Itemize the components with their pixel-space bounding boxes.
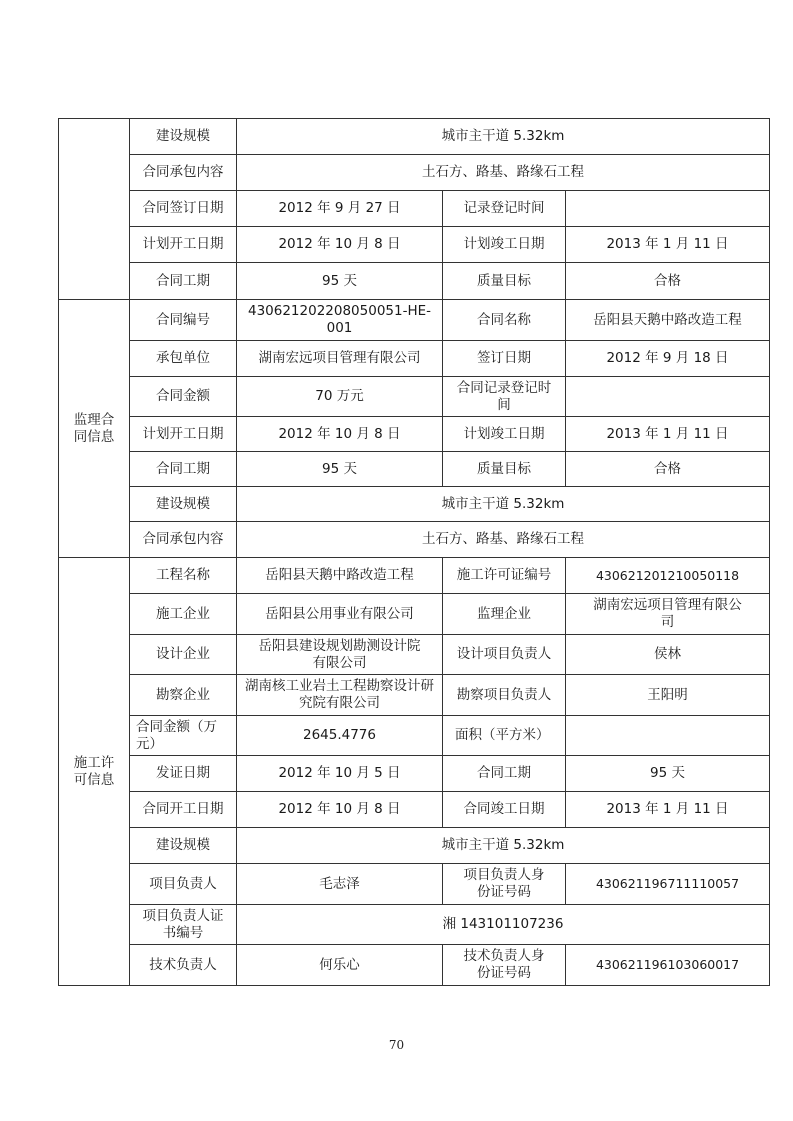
field-label: 合同记录登记时间 xyxy=(443,377,566,417)
field-value: 2012 年 10 月 8 日 xyxy=(237,792,443,828)
field-value: 合格 xyxy=(566,452,770,487)
field-value: 城市主干道 5.32km xyxy=(237,828,770,864)
section-cell-construction xyxy=(59,119,130,300)
field-label: 计划竣工日期 xyxy=(443,417,566,452)
field-value: 430621202208050051-HE-001 xyxy=(237,300,443,341)
table-row xyxy=(59,716,770,756)
field-value: 2645.4776 xyxy=(237,716,443,756)
field-value: 430621196103060017 xyxy=(566,945,770,986)
field-value: 岳阳县天鹅中路改造工程 xyxy=(566,300,770,341)
table-row xyxy=(59,558,770,594)
field-value: 430621201210050118 xyxy=(566,558,770,594)
field-value: 城市主干道 5.32km xyxy=(237,119,770,155)
table-row xyxy=(59,227,770,263)
table-row xyxy=(59,263,770,300)
table-row xyxy=(59,191,770,227)
field-value: 2012 年 10 月 8 日 xyxy=(237,227,443,263)
field-value: 王阳明 xyxy=(566,675,770,716)
table-row xyxy=(59,905,770,945)
table-row xyxy=(59,945,770,986)
table-row xyxy=(59,864,770,905)
field-label: 质量目标 xyxy=(443,452,566,487)
field-label: 监理企业 xyxy=(443,594,566,635)
field-value: 湖南宏远项目管理有限公司 xyxy=(237,341,443,377)
field-label: 发证日期 xyxy=(130,756,237,792)
table-row xyxy=(59,594,770,635)
field-label: 签订日期 xyxy=(443,341,566,377)
field-label: 计划竣工日期 xyxy=(443,227,566,263)
field-label: 项目负责人身份证号码 xyxy=(443,864,566,905)
info-table xyxy=(58,118,770,986)
field-value: 岳阳县天鹅中路改造工程 xyxy=(237,558,443,594)
table-row xyxy=(59,377,770,417)
field-value: 430621196711110057 xyxy=(566,864,770,905)
field-label: 合同承包内容 xyxy=(130,522,237,558)
page-number: 70 xyxy=(388,1038,405,1052)
field-label: 面积（平方米） xyxy=(443,716,566,756)
field-value: 2012 年 9 月 18 日 xyxy=(566,341,770,377)
field-value: 95 天 xyxy=(237,263,443,300)
field-label: 合同工期 xyxy=(443,756,566,792)
field-label: 合同签订日期 xyxy=(130,191,237,227)
field-value: 土石方、路基、路缘石工程 xyxy=(237,155,770,191)
table-row xyxy=(59,417,770,452)
field-label: 合同工期 xyxy=(130,452,237,487)
field-value: 70 万元 xyxy=(237,377,443,417)
table-row xyxy=(59,675,770,716)
section-title-supervision xyxy=(59,300,130,558)
field-label: 建设规模 xyxy=(130,828,237,864)
field-label: 计划开工日期 xyxy=(130,227,237,263)
field-label: 勘察企业 xyxy=(130,675,237,716)
field-label: 计划开工日期 xyxy=(130,417,237,452)
field-value xyxy=(566,191,770,227)
field-value: 湖南宏远项目管理有限公司 xyxy=(566,594,770,635)
field-label: 合同竣工日期 xyxy=(443,792,566,828)
field-label: 承包单位 xyxy=(130,341,237,377)
table-row xyxy=(59,119,770,155)
field-value: 合格 xyxy=(566,263,770,300)
field-label: 合同金额 xyxy=(130,377,237,417)
table-row xyxy=(59,300,770,341)
field-label: 合同编号 xyxy=(130,300,237,341)
section-title-text: 施工许可信息 xyxy=(73,754,115,788)
table-row xyxy=(59,828,770,864)
field-label: 技术负责人 xyxy=(130,945,237,986)
field-value: 95 天 xyxy=(566,756,770,792)
field-label: 质量目标 xyxy=(443,263,566,300)
section-title-permit xyxy=(59,558,130,986)
field-label: 设计项目负责人 xyxy=(443,635,566,675)
table-row xyxy=(59,522,770,558)
field-label: 合同开工日期 xyxy=(130,792,237,828)
table-row xyxy=(59,341,770,377)
table-row xyxy=(59,756,770,792)
field-value: 毛志泽 xyxy=(237,864,443,905)
field-value xyxy=(566,377,770,417)
field-value: 2012 年 10 月 8 日 xyxy=(237,417,443,452)
field-value: 土石方、路基、路缘石工程 xyxy=(237,522,770,558)
field-value: 何乐心 xyxy=(237,945,443,986)
field-value: 2013 年 1 月 11 日 xyxy=(566,227,770,263)
table-row xyxy=(59,155,770,191)
field-label: 建设规模 xyxy=(130,487,237,522)
field-label: 设计企业 xyxy=(130,635,237,675)
field-label: 项目负责人 xyxy=(130,864,237,905)
field-label: 记录登记时间 xyxy=(443,191,566,227)
field-label: 项目负责人证书编号 xyxy=(130,905,237,945)
field-value: 侯林 xyxy=(566,635,770,675)
field-label: 施工企业 xyxy=(130,594,237,635)
field-value: 岳阳县公用事业有限公司 xyxy=(237,594,443,635)
field-value: 岳阳县建设规划勘测设计院有限公司 xyxy=(237,635,443,675)
field-value: 湖南核工业岩土工程勘察设计研究院有限公司 xyxy=(237,675,443,716)
field-value: 2013 年 1 月 11 日 xyxy=(566,792,770,828)
field-label: 合同工期 xyxy=(130,263,237,300)
field-label: 勘察项目负责人 xyxy=(443,675,566,716)
table-row xyxy=(59,487,770,522)
field-label: 建设规模 xyxy=(130,119,237,155)
field-value: 2012 年 10 月 5 日 xyxy=(237,756,443,792)
field-value: 湘 143101107236 xyxy=(237,905,770,945)
table-row xyxy=(59,452,770,487)
field-label: 技术负责人身份证号码 xyxy=(443,945,566,986)
field-value: 95 天 xyxy=(237,452,443,487)
field-label: 合同承包内容 xyxy=(130,155,237,191)
field-label: 合同金额（万元） xyxy=(130,716,237,756)
table-row xyxy=(59,635,770,675)
field-value: 2012 年 9 月 27 日 xyxy=(237,191,443,227)
field-label: 合同名称 xyxy=(443,300,566,341)
field-label: 施工许可证编号 xyxy=(443,558,566,594)
field-value: 城市主干道 5.32km xyxy=(237,487,770,522)
field-label: 工程名称 xyxy=(130,558,237,594)
field-value xyxy=(566,716,770,756)
table-row xyxy=(59,792,770,828)
field-value: 2013 年 1 月 11 日 xyxy=(566,417,770,452)
section-title-text: 监理合同信息 xyxy=(73,411,115,445)
